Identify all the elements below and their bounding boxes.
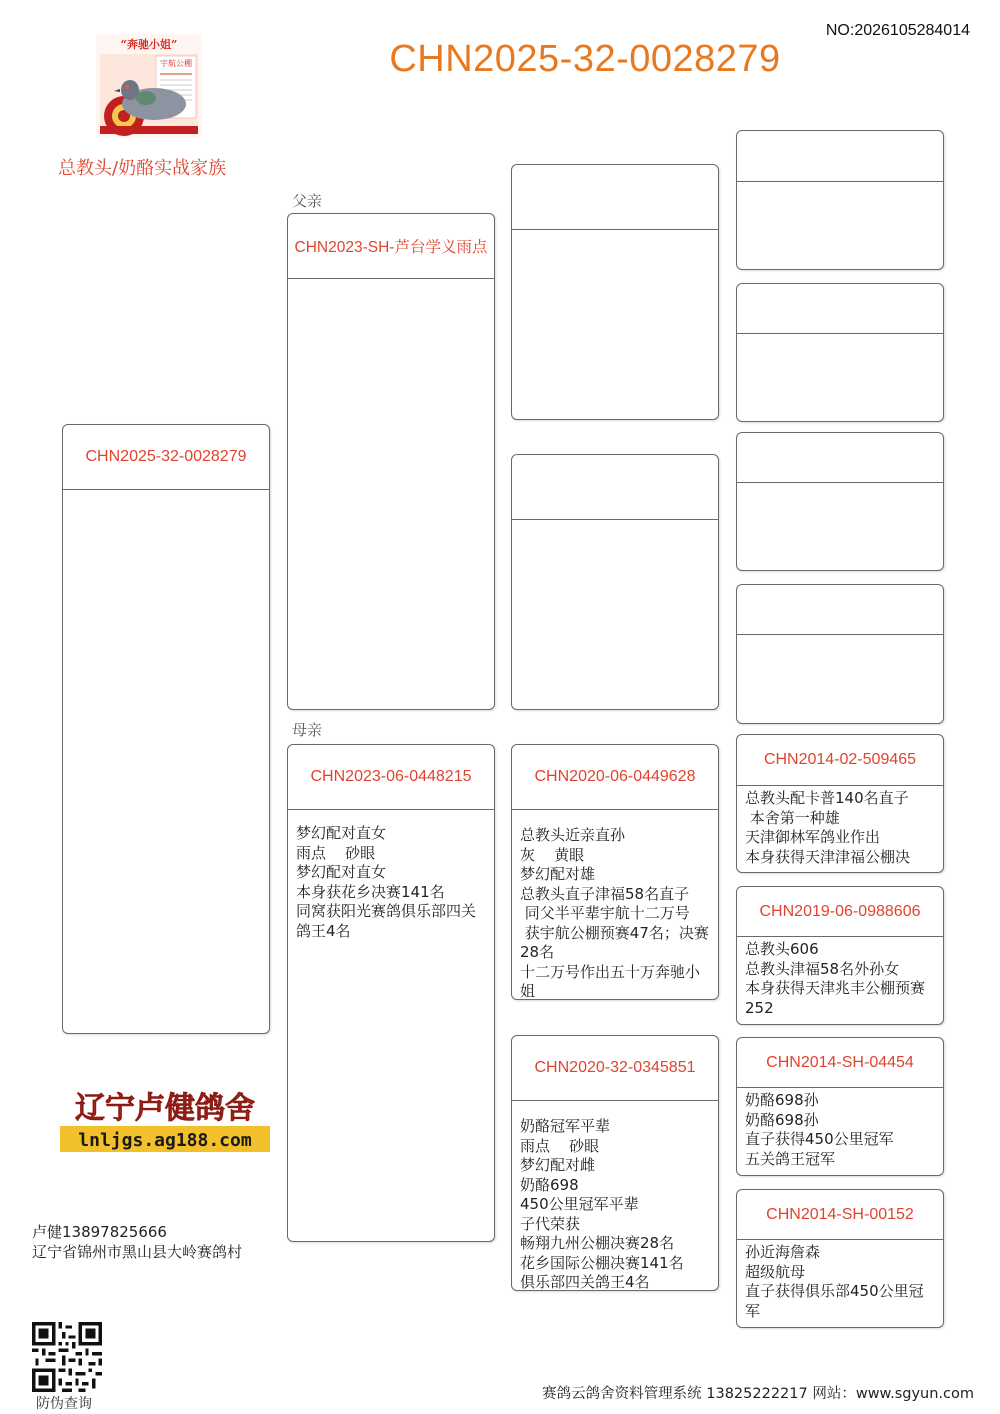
- sire-label: 父亲: [292, 192, 323, 210]
- logo-inset-text: 宇航公棚: [160, 59, 192, 68]
- gp7-notes: 奶酪698孙 奶酪698孙 直子获得450公里冠军 五关鸽王冠军: [745, 1091, 894, 1168]
- contact-address: 辽宁省锦州市黑山县大岭赛鸽村: [32, 1243, 243, 1261]
- great-grandparent-card-3: [736, 432, 944, 571]
- dam-card: [287, 744, 495, 1242]
- gp8-notes: 孙近海詹森 超级航母 直子获得俱乐部450公里冠军: [745, 1243, 924, 1320]
- dam-notes: 梦幻配对直女 雨点 砂眼 梦幻配对直女 本身获花乡决赛141名 同窝获阳光赛鸽俱乐部四关鸽王4名: [296, 824, 477, 940]
- subject-ring: CHN2025-32-0028279: [63, 425, 269, 490]
- great-grandparent-card-1: [736, 130, 944, 270]
- sire-dam-ring: [512, 455, 718, 520]
- dam-sire-ring: CHN2020-06-0449628: [512, 745, 718, 810]
- gp5-ring: CHN2014-02-509465: [737, 735, 943, 786]
- dam-dam-ring: CHN2020-32-0345851: [512, 1036, 718, 1101]
- sire-sire-card: [511, 164, 719, 420]
- gp5-notes: 总教头配卡普140名直子 本舍第一种雄 天津御林军鸽业作出 本身获得天津津福公棚决: [745, 789, 911, 866]
- contact-info: [32, 1222, 242, 1262]
- sire-ring: CHN2023-SH-芦台学义雨点: [288, 214, 494, 279]
- main-ring-number: CHN2025-32-0028279: [389, 38, 781, 80]
- brand-name-text: 辽宁卢健鸽舍: [75, 1091, 255, 1126]
- dam-sire-card: [511, 744, 719, 1000]
- gp6-ring: CHN2019-06-0988606: [737, 887, 943, 937]
- qr-code[interactable]: [32, 1322, 102, 1392]
- sire-dam-card: [511, 454, 719, 710]
- gp3-ring: [737, 433, 943, 483]
- gp6-notes: 总教头606 总教头津福58名外孙女 本身获得天津兆丰公棚预赛252: [745, 940, 926, 1017]
- family-title: 总教头/奶酪实战家族: [58, 158, 227, 179]
- dam-ring: CHN2023-06-0448215: [288, 745, 494, 810]
- document-number: NO:2026105284014: [825, 22, 970, 39]
- dam-dam-notes: 奶酪冠军平辈 雨点 砂眼 梦幻配对雌 奶酪698 450公里冠军平辈 子代荣获 畅翔九州公棚决赛28名 花乡国际公棚决赛141名 俱乐部四关鸽王4名: [520, 1117, 684, 1291]
- footer-info: 赛鸽云鸽舍资料管理系统 13825222217 网站：www.sgyun.com: [542, 1386, 974, 1402]
- loft-photo: [96, 34, 202, 138]
- brand-url-text: lnljgs.ag188.com: [78, 1130, 252, 1151]
- dam-label: 母亲: [292, 721, 323, 739]
- subject-card: [62, 424, 270, 1034]
- great-grandparent-card-8: [736, 1189, 944, 1328]
- gp2-ring: [737, 284, 943, 334]
- great-grandparent-card-7: [736, 1037, 944, 1176]
- gp4-ring: [737, 585, 943, 635]
- contact-phone: 卢健13897825666: [32, 1223, 167, 1241]
- gp7-ring: CHN2014-SH-04454: [737, 1038, 943, 1088]
- loft-brand-logo: [60, 1084, 270, 1154]
- great-grandparent-card-4: [736, 584, 944, 724]
- dam-sire-notes: 总教头近亲直孙 灰 黄眼 梦幻配对雄 总教头直子津福58名直子 同父半平辈宇航十二万号 获宇航公棚预赛47名；决赛28名 十二万号作出五十万奔驰小姐: [520, 826, 709, 1000]
- logo-banner-text: “奔驰小姐”: [120, 38, 178, 51]
- gp8-ring: CHN2014-SH-00152: [737, 1190, 943, 1240]
- anti-counterfeit-label: 防伪查询: [36, 1396, 92, 1412]
- sire-card: [287, 213, 495, 710]
- dam-dam-card: [511, 1035, 719, 1291]
- sire-sire-ring: [512, 165, 718, 230]
- great-grandparent-card-5: [736, 734, 944, 873]
- great-grandparent-card-2: [736, 283, 944, 422]
- gp1-ring: [737, 131, 943, 182]
- great-grandparent-card-6: [736, 886, 944, 1025]
